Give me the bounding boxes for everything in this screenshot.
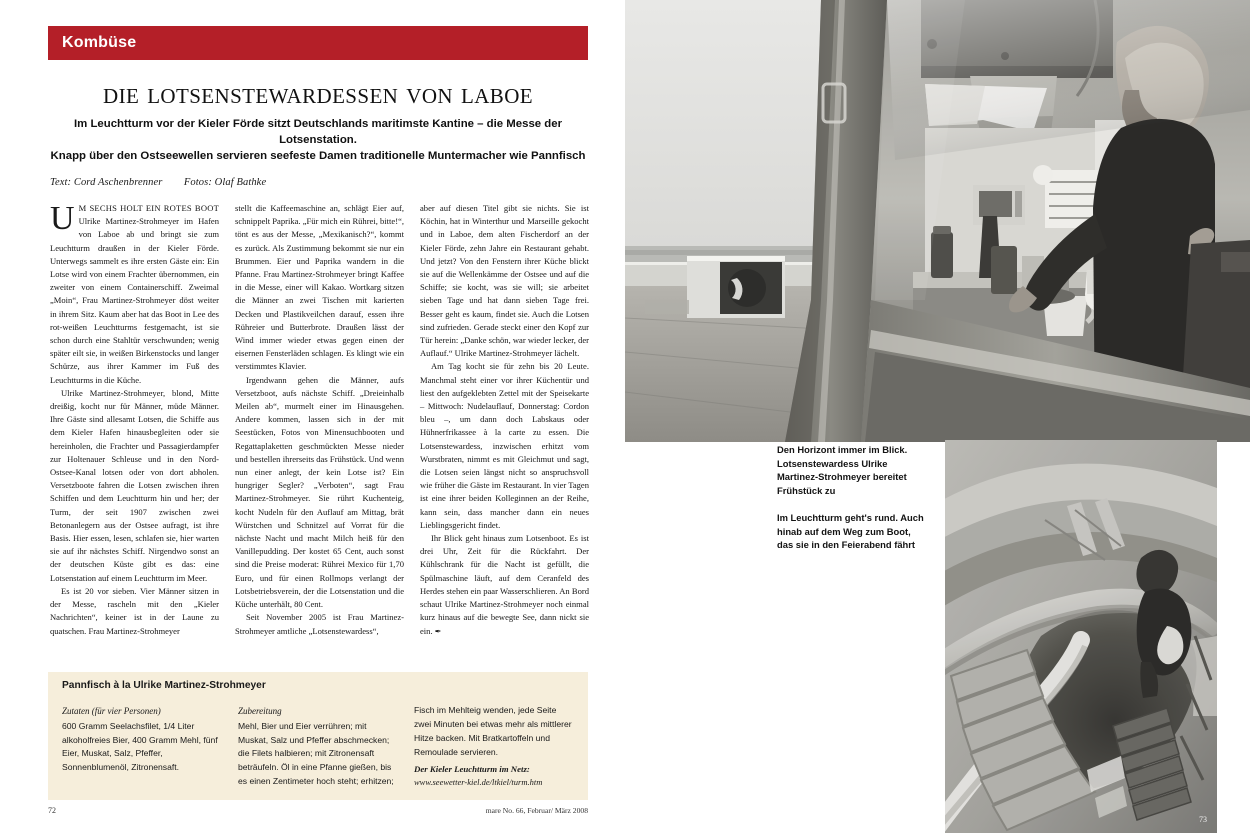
standfirst-line-1: Im Leuchtturm vor der Kieler Förde sitzt Deutschlands maritimste Kantine – die Messe der Lotsenstation. xyxy=(73,118,563,147)
byline xyxy=(50,177,266,188)
rubric-bar xyxy=(48,26,588,60)
rubric-label: Kombüse xyxy=(62,34,137,51)
photo-lighthouse-kitchen-graphic xyxy=(625,0,1250,442)
photo-spiral-staircase xyxy=(945,440,1217,833)
folio-page-number-left: 72 xyxy=(48,806,56,815)
page-title: die lotsenstewardessen von laboe xyxy=(102,76,533,110)
paragraph xyxy=(50,202,219,387)
recipe-column-continuation xyxy=(414,704,574,790)
lead-small-caps: M SECHS HOLT EIN ROTES BOOT xyxy=(78,203,219,213)
paragraph: Am Tag kocht sie für zehn bis 20 Leute. Manchmal steht einer vor ihrer Küchentür und liest den aufgeklebten Zettel mit der Speisekarte – Mittwoch: Nudelauflauf, Donnerstag: Cordon bleu –, um dann doch Labskaus oder Hühnerfrikassee à la carte zu essen. Die Lotsenstewardess, inzwischen erhitzt vom Wurstbraten, nimmt es mit Gleichmut und sagt, die Lotsen seien längst nicht so anspruchsvoll wie früher die Gäste im Restaurant. In vier Tagen ist eine ihrer beiden Kolleginnen an der Reihe, kann sein, dass mancher dann ein neues Lieblingsgericht findet. xyxy=(420,361,589,530)
recipe-continuation-body: Fisch im Mehlteig wenden, jede Seite zwei Minuten bei etwas mehr als mittlerer Hitze backen. Mit Bratkartoffeln und Remoulade servieren. xyxy=(414,705,572,757)
paragraph: aber auf diesen Titel gibt sie nichts. Sie ist Köchin, hat in Winterthur und Marseille gekocht und in Laboe, dem alten Fischerdorf an der Kieler Förde, zehn Jahre ein Restaurant gehabt. Und jetzt? Von den Fenstern ihrer Küche blickt sie auf die Wellenkämme der Ostsee und auf die Schiffe; sie kocht, was sie will; sie arbeitet sieben Tage und hat dann sieben Tage frei. Besser geht es kaum, findet sie. Auch die Lotsen sind zufrieden. Gerade steckt einer den Kopf zur Tür herein: „Danke schön, war wieder lecker, der Auflauf.“ Ulrike Martinez-Strohmeyer lächelt. xyxy=(420,203,589,359)
recipe-box xyxy=(48,672,588,800)
recipe-ingredients-heading: Zutaten (für vier Personen) xyxy=(62,706,161,716)
article-body xyxy=(50,202,590,652)
byline-photographer: Fotos: Olaf Bathke xyxy=(183,177,267,188)
recipe-link-url[interactable]: www.seewetter-kiel.de/ltkiel/turm.htm xyxy=(414,776,543,787)
photo-caption-top: Den Horizont immer im Blick. Lotsenstewardess Ulrike Martinez-Strohmeyer bereitet Frühstück zu xyxy=(777,444,908,497)
photo-caption-bottom: Im Leuchtturm geht's rund. Auch hinab auf dem Weg zum Boot, das sie in den Feierabend fährt xyxy=(777,512,924,551)
recipe-preparation-body: Mehl, Bier und Eier verrühren; mit Muskat, Salz und Pfeffer abschmecken; die Filets halbieren; mit Zitronensaft beträufeln. Öl in eine Pfanne gießen, bis es einen Zentimeter hoch steht; erhitzen; xyxy=(238,720,394,787)
recipe-columns xyxy=(62,704,576,790)
body-column-1 xyxy=(50,202,219,652)
byline-author: Text: Cord Aschenbrenner xyxy=(50,177,163,188)
paragraph: Ulrike Martinez-Strohmeyer, blond, Mitte dreißig, kocht nur für Männer, müde Männer. Ihre Gäste sind allesamt Lotsen, die Schiffe aus dem Kieler Hafen hinausbegleiten oder sie hereinholen, die Frachter und Passagierdampfer zur Holtenauer Schleuse und in den Nord-Ostsee-Kanal lotsen oder von dort abholen. Versetzboote fahren die Lotsen zwischen ihren Schiffen und dem Leuchtturm hin und her; der Turm, der seit 1907 zwischen zwei Betonanlegern aus der Ostsee aufragt, ist ihre Basis. Hier essen, lesen, schlafen sie, hier warten sie auf ihr nächstes Schiff. Nirgendwo sonst an der deutschen Küste gibt es das: eine Lotsenstation auf einem Leuchtturm im Meer. xyxy=(50,387,219,583)
recipe-title: Pannfisch à la Ulrike Martinez-Strohmeyer xyxy=(62,680,266,691)
recipe-column-ingredients xyxy=(62,704,222,790)
recipe-ingredients-body: 600 Gramm Seelachsfilet, 1/4 Liter alkoholfreies Bier, 400 Gramm Mehl, fünf Eier, Muskat, Salz, Pfeffer, Sonnenblumenöl, Zitronensaft. xyxy=(62,720,218,773)
paragraph: Seit November 2005 ist Frau Martinez-Strohmeyer amtliche „Lotsenstewardess“, xyxy=(235,612,404,636)
standfirst-line-2: Knapp über den Ostseewellen servieren seefeste Damen traditionelle Muntermacher wie Pannfisch xyxy=(50,150,586,163)
standfirst xyxy=(40,116,596,165)
lead-text: Ulrike Martinez-Strohmeyer im Hafen von Laboe ab und bringt sie zum Leuchtturm draußen in der Kieler Förde. Unterwegs sammelt es ihre ersten Gäste ein: Ein Lotse wird von einem Frachter übernommen, ein zweiter von einem Containerschiff. Zweimal „Moin“, Frau Martinez-Strohmeyer döst weiter in ihrem Sitz. Kaum aber hat das Boot in Lee des rot-weißen Leuchtturms festgemacht, ist sie schon durch eine Stahltür verschwunden; wenig später eilt sie, in weißen Birkenstocks und langer Schürze, aus ihrer Kammer im Fuß des Leuchtturms in die Küche. xyxy=(50,216,219,385)
paragraph xyxy=(420,532,589,638)
folio-page-number-right: 73 xyxy=(1199,815,1207,824)
paragraph: Es ist 20 vor sieben. Vier Männer sitzen in der Messe, rascheln mit den „Kieler Nachrichten“, keiner ist in der Laune zu quatschen. Frau Martinez-Strohmeyer xyxy=(50,585,219,636)
right-page xyxy=(625,0,1250,833)
recipe-link-heading: Der Kieler Leuchtturm im Netz: xyxy=(414,763,530,774)
end-mark-icon: ✒ xyxy=(434,626,442,636)
drop-cap: U xyxy=(50,200,75,237)
body-column-3 xyxy=(420,202,589,652)
photo-lighthouse-kitchen xyxy=(625,0,1250,442)
recipe-preparation-heading: Zubereitung xyxy=(238,706,282,716)
paragraph: Irgendwann gehen die Männer, aufs Versetzboot, aufs nächste Schiff. „Dreieinhalb Meilen ab“, murmelt einer im Hinausgehen. Andere kommen, lassen sich in der mit Seestücken, Fotos von Minensuchbooten und Regattaplaketten geschmückten Messe nieder und bestellen ihrerseits das Frühstück. Und wenn nun einer anlegt, der kein Lotse ist? Ein hungriger Segler? „Verboten“, sagt Frau Martinez-Strohmeyer. Sie rührt Kuchenteig, kocht Nudeln für den Auflauf am Mittag, brät Würstchen und Schnitzel auf Vorrat für die nächste Nacht und macht Milch heiß für den Vanillepudding. Der kostet 65 Cent, auch sonst sind die Preise moderat: Rührei Mexico für 1,70 Euro, und für einen Rollmops verlangt der Lotsbetriebsverein, der die Lotsenstation und die Küche unterhält, 80 Cent. xyxy=(235,374,404,610)
body-column-2 xyxy=(235,202,404,652)
paragraph-text: Ihr Blick geht hinaus zum Lotsenboot. Es ist drei Uhr, Zeit für die Rückfahrt. Der Kühlschrank für die Nacht ist gefüllt, die Spülmaschine läuft, auf dem Ceranfeld des Herdes stehen ein paar Wasserschlieren. An Bord schaut Ulrike Martinez-Strohmeyer noch einmal kurz hinaus auf die bewegte See, dann nickt sie ein. xyxy=(420,533,589,636)
photo-spiral-staircase-graphic xyxy=(945,440,1217,833)
recipe-column-preparation xyxy=(238,704,398,790)
paragraph: stellt die Kaffeemaschine an, schlägt Eier auf, schnippelt Paprika. „Für mich ein Rührei, bitte!“, tönt es aus der Messe, „Mexikanisch?“, kommt es zurück. Als Zustimmung bekommt sie nur ein Brummen. Eier und Paprika wandern in die Pfanne. Frau Martinez-Strohmeyer bringt Kaffee in die Messe, einer will Kakao. Wortkarg sitzen die Männer an zwei Tischen mit karierten Decken und Plastikveilchen darauf, essen ihre Rühreier und Butterbrote. Draußen lässt der Wind immer wieder etwas gegen einen der eisernen Fensterläden schlagen. Es klingt wie ein verstimmtes Klavier. xyxy=(235,203,404,372)
folio-issue-line: mare No. 66, Februar/ März 2008 xyxy=(485,806,588,815)
